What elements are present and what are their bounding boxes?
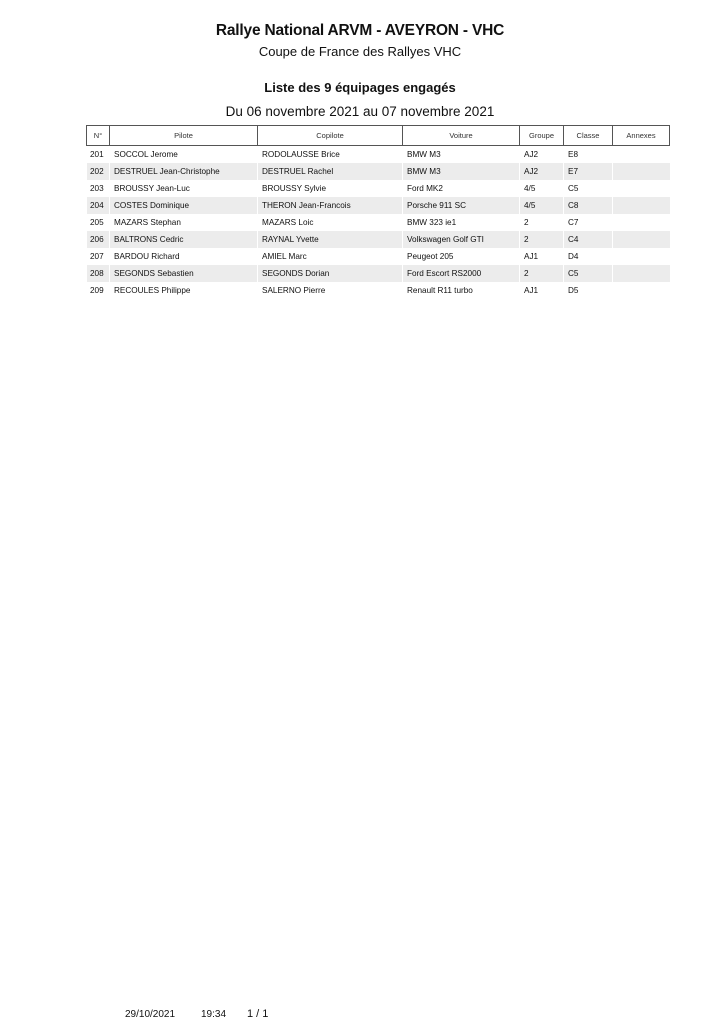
cell-pilote: BROUSSY Jean-Luc	[114, 184, 190, 193]
cell-num: 202	[87, 163, 110, 180]
column-header-voiture: Voiture	[403, 126, 520, 146]
cell-classe: E7	[564, 163, 613, 180]
footer-time: 19:34	[201, 1009, 227, 1020]
cell-annexes	[613, 146, 670, 164]
footer-page-number: 1 / 1	[247, 1008, 269, 1020]
table-row	[87, 197, 670, 214]
cell-groupe: 2	[520, 265, 564, 282]
column-header-classe: Classe	[564, 126, 613, 146]
cell-voiture: Peugeot 205	[407, 252, 454, 261]
cell-classe: D4	[568, 252, 579, 261]
table-row	[87, 248, 670, 265]
cell-copilote: DESTRUEL Rachel	[258, 163, 403, 180]
table-row	[87, 214, 670, 231]
cell-copilote: AMIEL Marc	[262, 252, 307, 261]
cell-classe: C7	[568, 218, 579, 227]
cell-classe: C4	[564, 231, 613, 248]
column-header-groupe: Groupe	[520, 126, 564, 146]
column-header-num: N°	[87, 126, 110, 146]
cell-num: 207	[90, 252, 104, 261]
table-row	[87, 231, 670, 248]
cell-classe: E8	[568, 150, 579, 159]
list-title: Liste des 9 équipages engagés	[264, 80, 456, 95]
cell-copilote: RAYNAL Yvette	[258, 231, 403, 248]
cell-copilote: RODOLAUSSE Brice	[262, 150, 340, 159]
cell-num: 201	[90, 150, 104, 159]
event-subtitle: Coupe de France des Rallyes VHC	[258, 44, 462, 59]
cell-num: 203	[90, 184, 104, 193]
event-dates: Du 06 novembre 2021 au 07 novembre 2021	[225, 104, 495, 119]
cell-voiture: Ford Escort RS2000	[403, 265, 520, 282]
cell-groupe: AJ2	[520, 163, 564, 180]
cell-pilote: BALTRONS Cedric	[110, 231, 258, 248]
cell-copilote: SEGONDS Dorian	[258, 265, 403, 282]
event-title: Rallye National ARVM - AVEYRON - VHC	[215, 22, 505, 39]
table-row	[87, 282, 670, 299]
entries-table	[86, 125, 670, 299]
cell-num: 209	[90, 286, 104, 295]
table-row	[87, 163, 670, 180]
cell-num: 205	[90, 218, 104, 227]
cell-annexes	[613, 197, 670, 214]
cell-pilote: BARDOU Richard	[114, 252, 180, 261]
cell-copilote: SALERNO Pierre	[262, 286, 326, 295]
cell-annexes	[613, 231, 670, 248]
cell-classe: C5	[568, 184, 579, 193]
cell-voiture: Volkswagen Golf GTI	[403, 231, 520, 248]
cell-num: 204	[87, 197, 110, 214]
cell-pilote: RECOULES Philippe	[114, 286, 191, 295]
cell-voiture: BMW M3	[403, 163, 520, 180]
column-header-annexes: Annexes	[613, 126, 670, 146]
cell-copilote: MAZARS Loic	[262, 218, 314, 227]
cell-pilote: DESTRUEL Jean-Christophe	[110, 163, 258, 180]
table-row	[87, 146, 670, 164]
cell-voiture: BMW M3	[407, 150, 441, 159]
cell-classe: D5	[568, 286, 579, 295]
cell-pilote: MAZARS Stephan	[114, 218, 181, 227]
cell-classe: C5	[564, 265, 613, 282]
cell-classe: C8	[564, 197, 613, 214]
cell-groupe: AJ1	[524, 252, 539, 261]
table-row	[87, 180, 670, 197]
cell-voiture: Ford MK2	[407, 184, 443, 193]
cell-annexes	[613, 163, 670, 180]
table-header-row	[87, 126, 670, 146]
cell-pilote: SEGONDS Sebastien	[110, 265, 258, 282]
column-header-copilote: Copilote	[258, 126, 403, 146]
cell-voiture: Renault R11 turbo	[407, 286, 473, 295]
cell-annexes	[613, 214, 670, 231]
cell-groupe: 2	[520, 231, 564, 248]
table-body	[87, 146, 670, 300]
cell-pilote: SOCCOL Jerome	[114, 150, 178, 159]
cell-annexes	[613, 282, 670, 299]
cell-num: 206	[87, 231, 110, 248]
cell-groupe: AJ2	[524, 150, 539, 159]
cell-annexes	[613, 265, 670, 282]
cell-groupe: 2	[524, 218, 529, 227]
cell-voiture: Porsche 911 SC	[403, 197, 520, 214]
cell-copilote: BROUSSY Sylvie	[262, 184, 327, 193]
cell-annexes	[613, 180, 670, 197]
cell-annexes	[613, 248, 670, 265]
cell-groupe: 4/5	[520, 197, 564, 214]
footer-date: 29/10/2021	[125, 1009, 176, 1020]
cell-num: 208	[87, 265, 110, 282]
column-header-pilote: Pilote	[110, 126, 258, 146]
cell-copilote: THERON Jean-Francois	[258, 197, 403, 214]
cell-voiture: BMW 323 ie1	[407, 218, 457, 227]
table-row	[87, 265, 670, 282]
cell-groupe: 4/5	[524, 184, 536, 193]
cell-pilote: COSTES Dominique	[110, 197, 258, 214]
cell-groupe: AJ1	[524, 286, 539, 295]
